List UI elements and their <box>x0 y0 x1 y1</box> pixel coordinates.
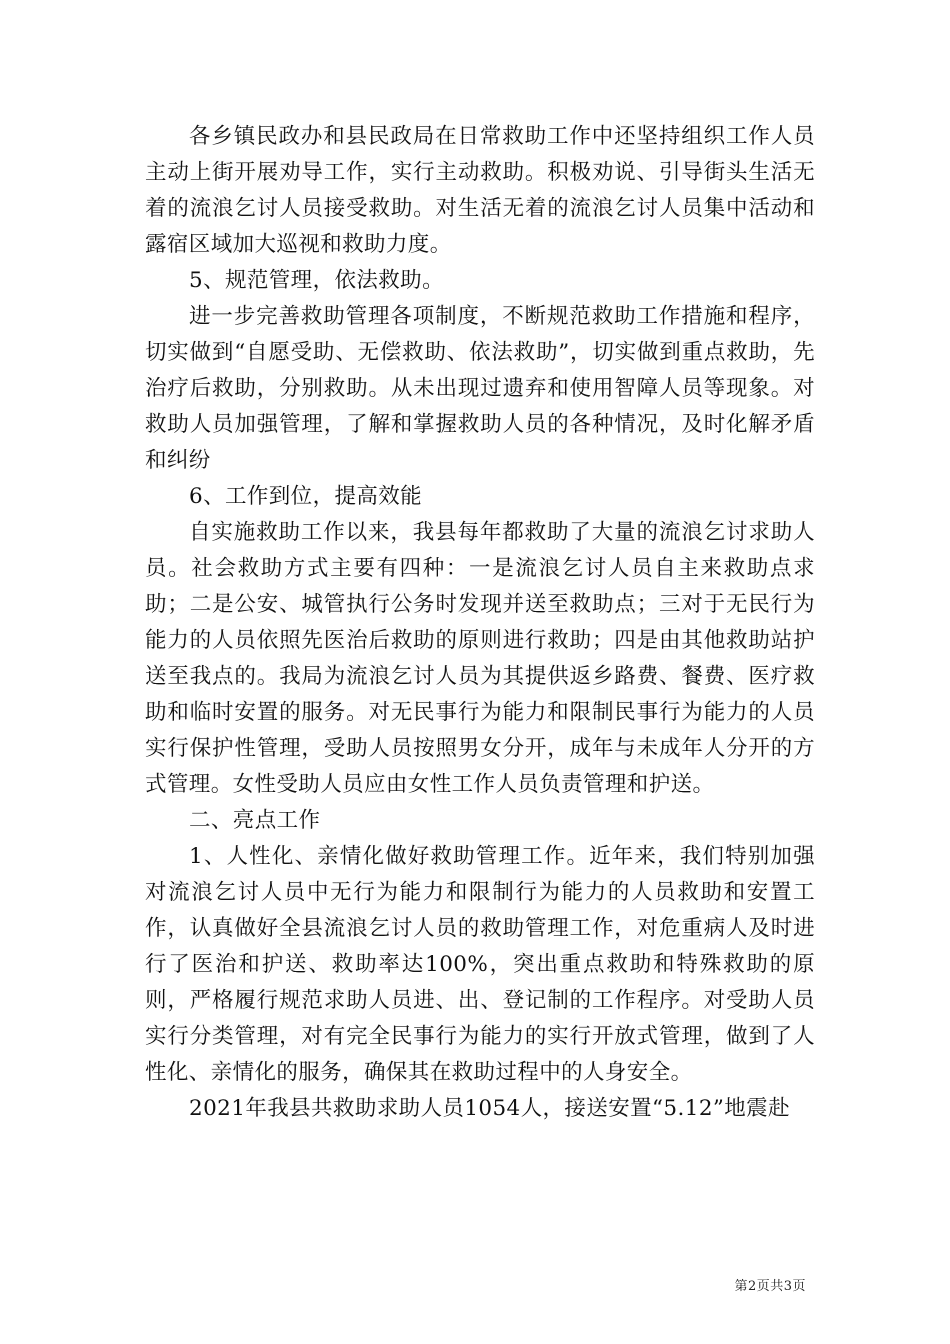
section-heading-work-efficiency: 6、工作到位，提高效能 <box>189 484 423 509</box>
paragraph-management-systems: 进一步完善救助管理各项制度，不断规范救助工作措施和程序，切实做到“自愿受助、无偿救助、依法救助”，切实做到重点救助，先治疗后救助，分别救助。从未出现过遗弃和使用智障人员等现象。对救助人员加强管理，了解和掌握救助人员的各种情况，及时化解矛盾和纠纷 <box>145 304 815 473</box>
document-body <box>145 119 815 1127</box>
paragraph-assistance-methods: 自实施救助工作以来，我县每年都救助了大量的流浪乞讨求助人员。社会救助方式主要有四种：一是流浪乞讨人员自主来救助点求助；二是公安、城管执行公务时发现并送至救助点；三对于无民行为能力的人员依照先医治后救助的原则进行救助；四是由其他救助站护送至我点的。我局为流浪乞讨人员为其提供返乡路费、餐费、医疗救助和临时安置的服务。对无民事行为能力和限制民事行为能力的人员实行保护性管理，受助人员按照男女分开，成年与未成年人分开的方式管理。女性受助人员应由女性工作人员负责管理和护送。 <box>145 520 815 797</box>
section-heading-regulated-management: 5、规范管理，依法救助。 <box>189 268 444 293</box>
paragraph-humanized-management: 1、人性化、亲情化做好救助管理工作。近年来，我们特别加强对流浪乞讨人员中无行为能力和限制行为能力的人员救助和安置工作，认真做好全县流浪乞讨人员的救助管理工作，对危重病人及时进行了医治和护送、救助率达100%，突出重点救助和特殊救助的原则，严格履行规范求助人员进、出、登记制的工作程序。对受助人员实行分类管理，对有完全民事行为能力的实行开放式管理，做到了人性化、亲情化的服务，确保其在救助过程中的人身安全。 <box>145 844 815 1085</box>
paragraph-street-assistance: 各乡镇民政办和县民政局在日常救助工作中还坚持组织工作人员主动上街开展劝导工作，实行主动救助。积极劝说、引导街头生活无着的流浪乞讨人员接受救助。对生活无着的流浪乞讨人员集中活动和露宿区域加大巡视和救助力度。 <box>145 124 815 257</box>
paragraph-2021-statistics: 2021年我县共救助求助人员1054人，接送安置“5.12”地震赴 <box>189 1096 790 1121</box>
page-number-footer: 第2页共3页 <box>734 1279 806 1294</box>
section-heading-highlights: 二、亮点工作 <box>189 808 321 833</box>
